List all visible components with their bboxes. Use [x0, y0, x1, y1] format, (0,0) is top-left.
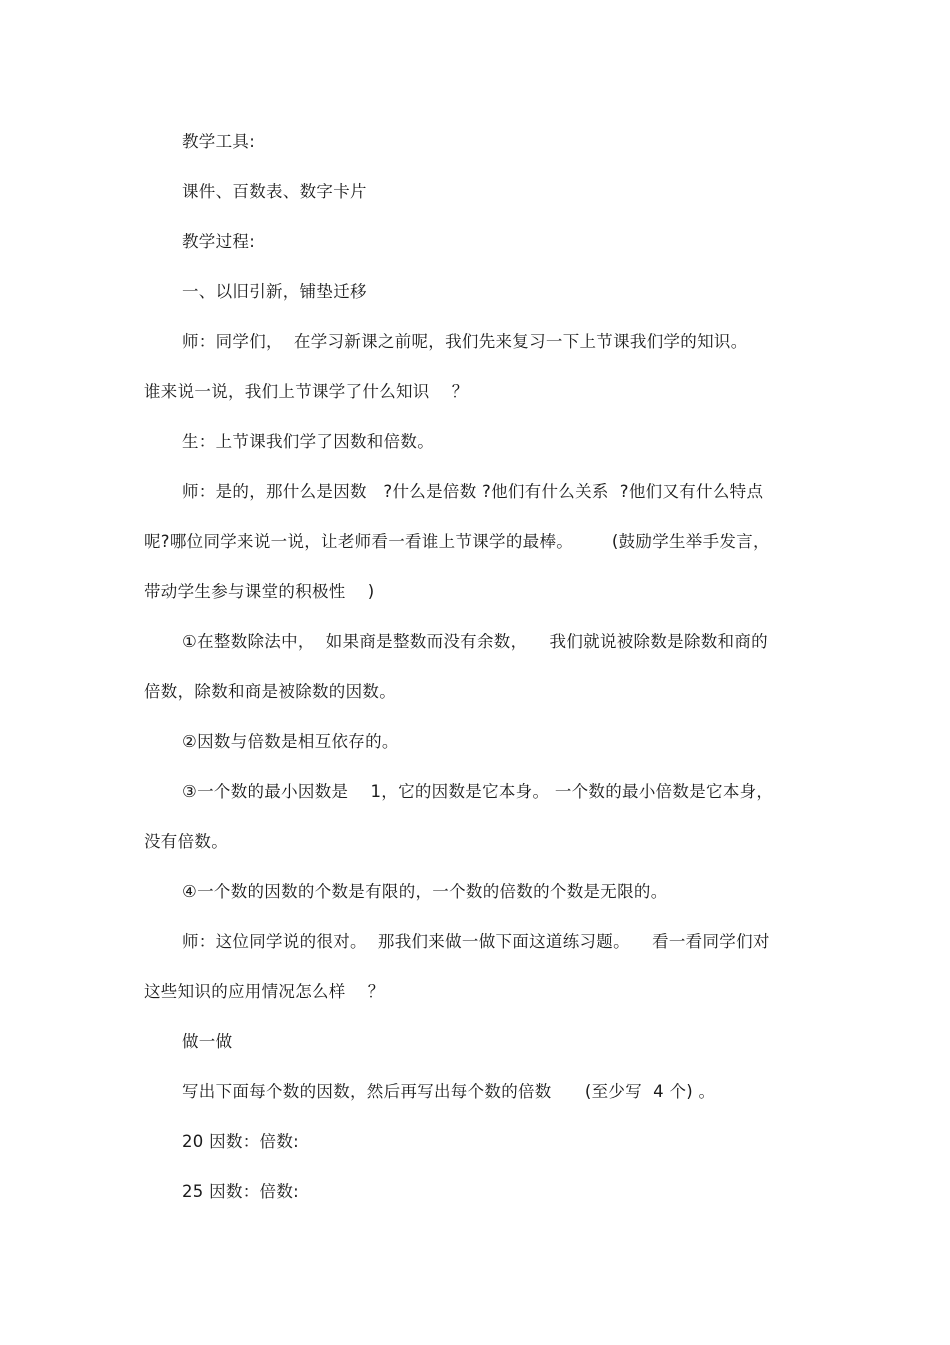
student-line-1: 生：上节课我们学了因数和倍数。: [182, 432, 434, 451]
teacher-line-2: 师：是的，那什么是因数 ?什么是倍数 ?他们有什么关系 ?他们又有什么特点: [182, 482, 764, 501]
section-title-1: 一、以旧引新，铺垫迁移: [182, 282, 367, 301]
exercise-item-20: 20 因数：倍数:: [182, 1132, 299, 1151]
teacher-line-2-cont2: 带动学生参与课堂的积极性 ): [144, 582, 375, 601]
teacher-line-3: 师：这位同学说的很对。 那我们来做一做下面这道练习题。 看一看同学们对: [182, 932, 770, 951]
point-4: ④一个数的因数的个数是有限的，一个数的倍数的个数是无限的。: [182, 882, 668, 901]
heading-teaching-process: 教学过程:: [182, 232, 256, 251]
point-1: ①在整数除法中， 如果商是整数而没有余数， 我们就说被除数是除数和商的: [182, 632, 768, 651]
teacher-line-3-cont: 这些知识的应用情况怎么样 ？: [144, 982, 385, 1001]
teacher-line-1-cont: 谁来说一说，我们上节课学了什么知识 ？: [144, 382, 469, 401]
point-3: ③一个数的最小因数是 1，它的因数是它本身。 一个数的最小倍数是它本身，: [182, 782, 774, 801]
teacher-line-2-cont: 呢?哪位同学来说一说，让老师看一看谁上节课学的最棒。 (鼓励学生举手发言，: [144, 532, 770, 551]
heading-teaching-tools: 教学工具:: [182, 132, 256, 151]
exercise-item-25: 25 因数：倍数:: [182, 1182, 299, 1201]
teacher-line-1: 师：同学们， 在学习新课之前呢，我们先来复习一下上节课我们学的知识。: [182, 332, 748, 351]
exercise-title: 做一做: [182, 1032, 233, 1051]
point-2: ②因数与倍数是相互依存的。: [182, 732, 399, 751]
point-3-cont: 没有倍数。: [144, 832, 228, 851]
teaching-tools-list: 课件、百数表、数字卡片: [182, 182, 367, 201]
point-1-cont: 倍数，除数和商是被除数的因数。: [144, 682, 396, 701]
exercise-instruction: 写出下面每个数的因数，然后再写出每个数的倍数 (至少写 4 个) 。: [182, 1082, 716, 1101]
